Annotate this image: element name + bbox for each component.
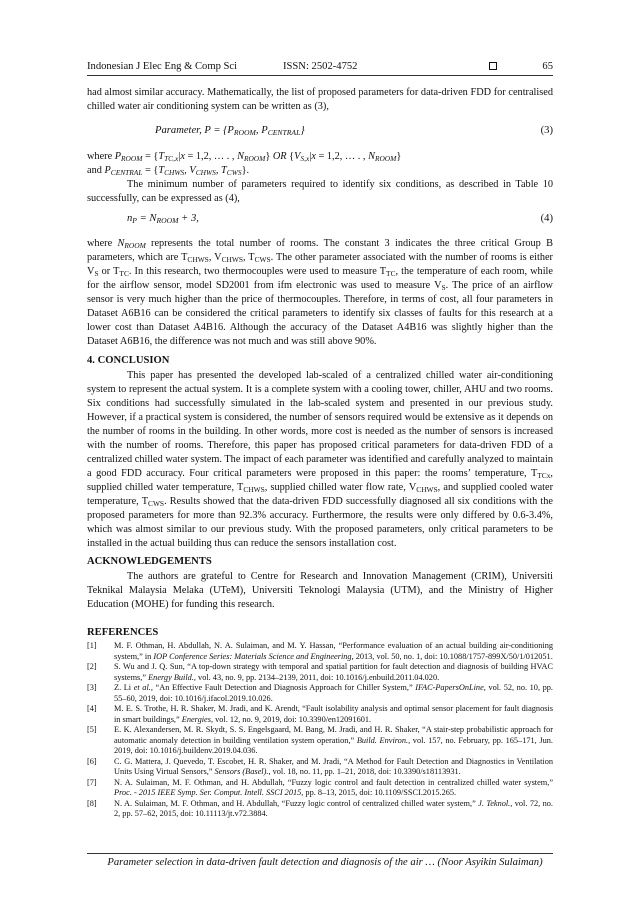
- header-rule: [87, 75, 553, 76]
- reference-text: M. F. Othman, H. Abdullah, N. A. Sulaiman, and M. Y. Hassan, “Performance evaluation of an actual building air-conditioning system,” in IOP Conference Series: Materials Science and Engineering, 2013, vol. 50, no. 1, doi: 10.1088/1757-899X/50/1/012051.: [114, 641, 553, 661]
- section-heading-conclusion: 4. CONCLUSION: [87, 355, 170, 366]
- section-heading-acknowledgements: ACKNOWLEDGEMENTS: [87, 556, 212, 567]
- reference-text: M. E. S. Trothe, H. R. Shaker, M. Jradi, and K. Arendt, “Fault isolability analysis and optimal sensor placement for fault diagnosis in smart buildings,” Energies, vol. 12, no. 9, 2019, doi: 10.3390/en12091601.: [114, 704, 553, 724]
- running-footer: Parameter selection in data-driven fault detection and diagnosis of the air … (Noor Asyikin Sulaiman): [107, 857, 543, 868]
- reference-number: [1]: [87, 641, 97, 650]
- reference-number: [4]: [87, 704, 97, 713]
- reference-text: E. K. Alexandersen, M. R. Skydt, S. S. Engelsgaard, M. Bang, M. Jradi, and H. R. Shaker, “A stair-step probabilistic approach for automatic anomaly detection in building ventilation system operation,” Build. Environ., vol. 157, no. February, pp. 165–171, Jun. 2019, doi: 10.1016/j.buildenv.2019.04.036.: [114, 725, 553, 755]
- paragraph-where: where $N_{ROOM}$ represents the total number of rooms. The constant 3 indicates the three critical Group B parameters, which are $T_{CHWS}$, $V_{CHWS}$, $T_{CWS}$. The other parameter associated with the number of rooms is either $V_S$ or $T_{TC}$. In this research, two thermocouples were used to measure $T_{TC}$, the temperature of each room, while for the airflow sensor, model SD2001 from ifm electronic was used to measure $V_S$. The price of an airflow sensor is very much higher than the price of thermocouples. Therefore, in terms of cost, all four parameters in Dataset A6B16 can be considered the critical parameters to identify six classes of faults for this research at a lower cost than Dataset A4B16. Although the accuracy of the Dataset A4B16 was slightly higher than the Dataset A6B16, the difference was not much and was still above 90%.: [87, 238, 554, 347]
- reference-number: [7]: [87, 777, 97, 787]
- reference-item: [87, 704, 553, 725]
- checkbox-icon: [489, 62, 497, 70]
- paragraph-conclusion: This paper has presented the developed lab-scaled of a centralized chilled water air-conditioning system to represent the actual system. It is a complete system with a cooling tower, chiller, AHU and two rooms. Six conditions had successfully simulated in the lab-scaled system and presented in our previous study. However, if a practical system is considered, the number of sensors required would be extensive as it depends on the number of rooms in the building. In other words, more cost is needed as the number of sensors is increased with the number of rooms. Therefore, this paper has proposed critical parameters for data-driven FDD of a centralized chilled water system. The impact of each parameter was identified and carefully analyzed to maintain a good FDD accuracy. Four critical parameters were proposed in this paper: the rooms’ temperature, $T_{TCx}$, supplied chilled water temperature, $T_{CHWS}$, supplied chilled water flow rate, $V_{CHWS}$, and supplied cooled water temperature, $T_{CWS}$. Results showed that the data-driven FDD successfully diagnosed all six conditions with the proposed parameters for more than 92.3% accuracy. Furthermore, the results were only differed by 0.6-3.4%, which was almost similar to our previous study. With the proposed parameters, only critical parameters to be installed in the actual building thus can reduce the sensors installation cost.: [87, 370, 554, 549]
- reference-text: N. A. Sulaiman, M. F. Othman, and H. Abdullah, “Fuzzy logic control of centralized chilled water system,” J. Teknol., vol. 72, no. 2, pp. 57–62, 2015, doi: 10.11113/jt.v72.3884.: [114, 798, 553, 818]
- reference-item: [87, 757, 553, 778]
- reference-item: [87, 683, 553, 704]
- reference-item: [87, 778, 553, 799]
- running-header: [87, 60, 553, 73]
- reference-text: N. A. Sulaiman, M. F. Othman, and H. Abdullah, “Fuzzy logic control and fault detection in centralized chilled water system,” Proc. - 2015 IEEE Symp. Ser. Comput. Intell. SSCI 2015, pp. 8–13, 2015, doi: 10.1109/SSCI.2015.265.: [114, 777, 553, 797]
- section-heading-references: REFERENCES: [87, 627, 159, 638]
- reference-number: [2]: [87, 662, 97, 671]
- equation-4-number: (4): [540, 213, 553, 224]
- reference-text: C. G. Mattera, J. Quevedo, T. Escobet, H. R. Shaker, and M. Jradi, “A Method for Fault Detection and Diagnostics in Ventilation Units Using Virtual Sensors,” Sensors (Basel)., vol. 18, no. 11, pp. 1–21, 2018, doi: 10.3390/s18113931.: [114, 756, 553, 776]
- equation-4-body: $n_P = N_{ROOM} + 3$,: [127, 213, 199, 225]
- reference-number: [5]: [87, 725, 97, 734]
- footer-rule: [87, 853, 553, 854]
- reference-item: [87, 799, 553, 820]
- equation-definitions: [87, 150, 553, 178]
- equation-3-number: (3): [540, 125, 553, 136]
- and-line: and $P_{CENTRAL} = \{T_{CHWS}$, $V_{CHWS}$, $T_{CWS}$}.: [87, 165, 250, 177]
- reference-text: S. Wu and J. Q. Sun, “A top-down strategy with temporal and spatial partition for fault detection and diagnosis of building HVAC systems,” Energy Build., vol. 43, no. 9, pp. 2134–2139, 2011, doi: 10.1016/j.enbuild.2011.04.020.: [114, 662, 553, 682]
- page-number: 65: [542, 61, 553, 72]
- reference-number: [8]: [87, 798, 97, 808]
- reference-item: [87, 725, 553, 757]
- paragraph-acknowledgements: The authors are grateful to Centre for Research and Innovation Management (CRIM), Universiti Teknikal Malaysia Melaka (UTeM), Universiti Teknologi Malaysia (UTM), and the Ministry of Higher Education (MOHE) for funding this research.: [87, 571, 553, 610]
- reference-item: [87, 662, 553, 683]
- reference-number: [6]: [87, 756, 97, 766]
- reference-number: [3]: [87, 683, 97, 692]
- reference-item: [87, 641, 553, 662]
- issn: ISSN: 2502-4752: [283, 61, 358, 72]
- where-line: where $P_{ROOM} = \{T_{TC,x}|x = 1,2$, … . , $N_{ROOM}$} OR {$V_{S,x}|x = 1,2$, … . , $N_{ROOM}$}: [87, 151, 402, 163]
- equation-3-body: Parameter, $P = \{P_{ROOM}$, $P_{CENTRAL}$}: [155, 125, 305, 137]
- reference-list: [87, 641, 553, 820]
- journal-name: Indonesian J Elec Eng & Comp Sci: [87, 61, 238, 72]
- paragraph-intro: had almost similar accuracy. Mathematically, the list of proposed parameters for data-driven FDD for centralised chilled water air conditioning system can be written as (3),: [87, 87, 553, 112]
- reference-text: Z. Li et al., “An Effective Fault Detection and Diagnosis Approach for Chiller System,” IFAC-PapersOnLine, vol. 52, no. 10, pp. 55–60, 2019, doi: 10.1016/j.ifacol.2019.10.026.: [114, 683, 553, 703]
- paragraph-min-params: The minimum number of parameters required to identify six conditions, as described in Table 10 successfully, can be expressed as (4),: [87, 179, 553, 204]
